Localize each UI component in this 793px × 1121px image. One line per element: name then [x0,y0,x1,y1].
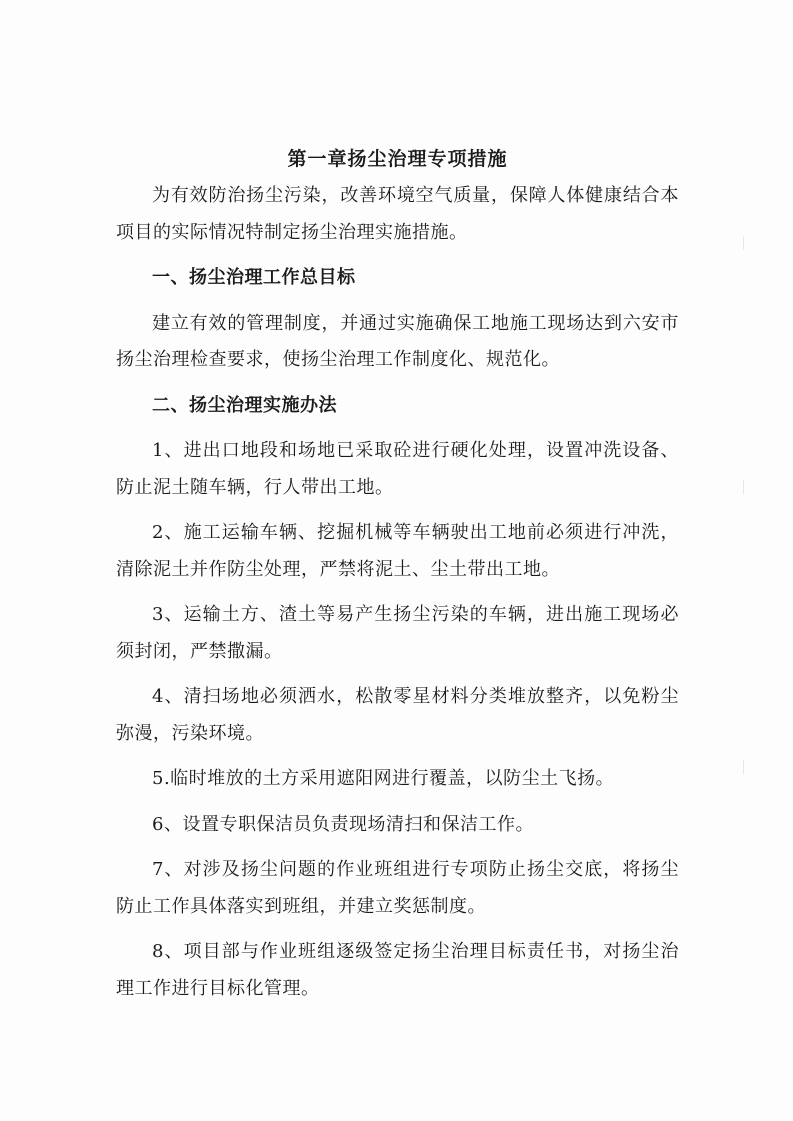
document-body [116,140,679,1007]
list-item-1: 1、进出口地段和场地已采取砼进行硬化处理，设置冲洗设备、防止泥土随车辆，行人带出工地。 [116,440,679,498]
list-item-4: 4、清扫场地必须洒水，松散零星材料分类堆放整齐，以免粉尘弥漫，污染环境。 [116,686,679,744]
list-item-8: 8、项目部与作业班组逐级签定扬尘治理目标责任书，对扬尘治理工作进行目标化管理。 [116,941,679,999]
scan-margin-mark [743,760,752,774]
section-2-heading: 二、扬尘治理实施办法 [152,394,337,416]
list-item-6: 6、设置专职保洁员负责现场清扫和保洁工作。 [152,813,534,835]
scan-margin-mark [743,236,752,250]
list-item-2: 2、施工运输车辆、挖掘机械等车辆驶出工地前必须进行冲洗，清除泥土并作防尘处理，严禁将泥土、尘土带出工地。 [116,522,679,580]
list-item-5: 5.临时堆放的土方采用遮阳网进行覆盖，以防尘土飞扬。 [152,768,615,789]
list-item-7: 7、对涉及扬尘问题的作业班组进行专项防止扬尘交底，将扬尘防止工作具体落实到班组，并建立奖惩制度。 [116,859,679,917]
scan-margin-mark [743,480,752,494]
list-item-3: 3、运输土方、渣土等易产生扬尘污染的车辆，进出施工现场必须封闭，严禁撒漏。 [116,604,679,662]
intro-paragraph: 为有效防治扬尘污染，改善环境空气质量，保障人体健康结合本项目的实际情况特制定扬尘治理实施措施。 [116,185,679,243]
document-title: 第一章扬尘治理专项措施 [287,148,508,170]
section-1-heading: 一、扬尘治理工作总目标 [152,267,356,288]
section-1-body: 建立有效的管理制度，并通过实施确保工地施工现场达到六安市扬尘治理检查要求，使扬尘治理工作制度化、规范化。 [116,312,679,370]
